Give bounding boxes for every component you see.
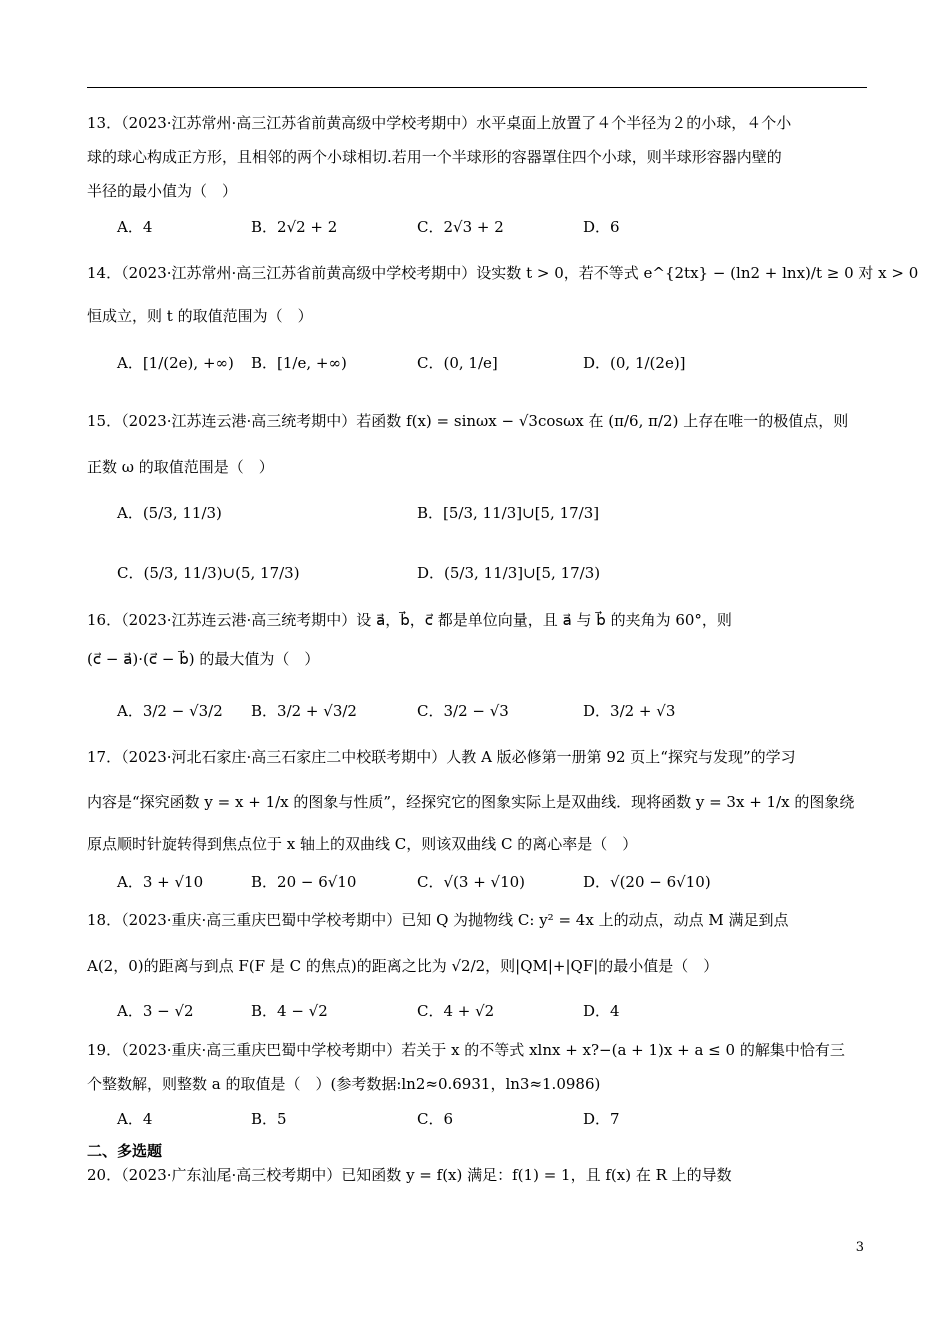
section-title: 二、多选题 — [87, 1142, 163, 1160]
question-13-line-1: 13．（2023·江苏常州·高三江苏省前黄高级中学校考期中）水平桌面上放置了４个半径为２的小球，４个小 — [87, 114, 792, 132]
q15-option-c: C．(5/3, 11/3)∪(5, 17/3) — [117, 564, 300, 582]
q19-option-c: C．6 — [417, 1110, 454, 1128]
q13-option-c: C．2√3 + 2 — [417, 218, 504, 236]
q18-option-d: D．4 — [583, 1002, 620, 1020]
header-rule — [87, 87, 867, 88]
q15-option-b: B．[5/3, 11/3]∪[5, 17/3] — [417, 504, 600, 522]
question-13-line-2: 球的球心构成正方形，且相邻的两个小球相切.若用一个半球形的容器罩住四个小球，则半球形容器内壁的 — [87, 148, 782, 166]
q19-option-b: B．5 — [251, 1110, 287, 1128]
q14-option-d: D．(0, 1/(2e)] — [583, 354, 686, 372]
question-14-line-1: 14．（2023·江苏常州·高三江苏省前黄高级中学校考期中）设实数 t > 0，若不等式 e^{2tx} − (ln2 + lnx)/t ≥ 0 对 x > 0 — [87, 264, 919, 282]
question-20-line-1: 20．（2023·广东汕尾·高三校考期中）已知函数 y = f(x) 满足：f(1) = 1，且 f(x) 在 R 上的导数 — [87, 1166, 732, 1184]
page-number: 3 — [855, 1240, 864, 1255]
question-17-line-2: 内容是“探究函数 y = x + 1/x 的图象与性质”，经探究它的图象实际上是双曲线．现将函数 y = 3x + 1/x 的图象绕 — [87, 793, 855, 811]
q14-option-c: C．(0, 1/e] — [417, 354, 498, 372]
question-15-line-2: 正数 ω 的取值范围是（ ） — [87, 458, 274, 476]
question-18-line-1: 18．（2023·重庆·高三重庆巴蜀中学校考期中）已知 Q 为抛物线 C: y² = 4x 上的动点，动点 M 满足到点 — [87, 911, 789, 929]
q13-option-b: B．2√2 + 2 — [251, 218, 338, 236]
q18-option-b: B．4 − √2 — [251, 1002, 328, 1020]
question-13-line-3: 半径的最小值为（ ） — [87, 182, 238, 200]
q17-option-a: A．3 + √10 — [117, 873, 204, 891]
question-18-line-2: A(2，0)的距离与到点 F(F 是 C 的焦点)的距离之比为 √2/2，则|QM|+|QF|的最小值是（ ） — [87, 957, 719, 975]
q16-option-c: C．3/2 − √3 — [417, 702, 509, 720]
question-14-line-2: 恒成立，则 t 的取值范围为（ ） — [87, 307, 313, 325]
q18-option-c: C．4 + √2 — [417, 1002, 495, 1020]
q15-option-d: D．(5/3, 11/3]∪[5, 17/3) — [417, 564, 601, 582]
q14-option-b: B．[1/e, +∞) — [251, 354, 347, 372]
question-17-line-1: 17．（2023·河北石家庄·高三石家庄二中校联考期中）人教 A 版必修第一册第 92 页上“探究与发现”的学习 — [87, 748, 796, 766]
q19-option-a: A．4 — [117, 1110, 153, 1128]
question-19-line-2: 个整数解，则整数 a 的取值是（ ）(参考数据:ln2≈0.6931，ln3≈1.0986) — [87, 1075, 601, 1093]
question-16-line-2: (c⃗ − a⃗)·(c⃗ − b⃗) 的最大值为（ ） — [87, 650, 320, 668]
q17-option-c: C．√(3 + √10) — [417, 873, 526, 891]
q16-option-d: D．3/2 + √3 — [583, 702, 676, 720]
question-19-line-1: 19．（2023·重庆·高三重庆巴蜀中学校考期中）若关于 x 的不等式 xlnx + x?−(a + 1)x + a ≤ 0 的解集中恰有三 — [87, 1041, 845, 1059]
q13-option-d: D．6 — [583, 218, 620, 236]
q17-option-b: B．20 − 6√10 — [251, 873, 357, 891]
q19-option-d: D．7 — [583, 1110, 620, 1128]
q17-option-d: D．√(20 − 6√10) — [583, 873, 711, 891]
question-16-line-1: 16．（2023·江苏连云港·高三统考期中）设 a⃗，b⃗，c⃗ 都是单位向量，且 a⃗ 与 b⃗ 的夹角为 60°，则 — [87, 611, 732, 629]
q18-option-a: A．3 − √2 — [117, 1002, 194, 1020]
q16-option-b: B．3/2 + √3/2 — [251, 702, 357, 720]
question-17-line-3: 原点顺时针旋转得到焦点位于 x 轴上的双曲线 C，则该双曲线 C 的离心率是（ ） — [87, 835, 638, 853]
q16-option-a: A．3/2 − √3/2 — [117, 702, 223, 720]
q14-option-a: A．[1/(2e), +∞) — [117, 354, 234, 372]
q15-option-a: A．(5/3, 11/3) — [117, 504, 222, 522]
q13-option-a: A．4 — [117, 218, 153, 236]
question-15-line-1: 15．（2023·江苏连云港·高三统考期中）若函数 f(x) = sinωx − √3cosωx 在 (π/6, π/2) 上存在唯一的极值点，则 — [87, 412, 849, 430]
